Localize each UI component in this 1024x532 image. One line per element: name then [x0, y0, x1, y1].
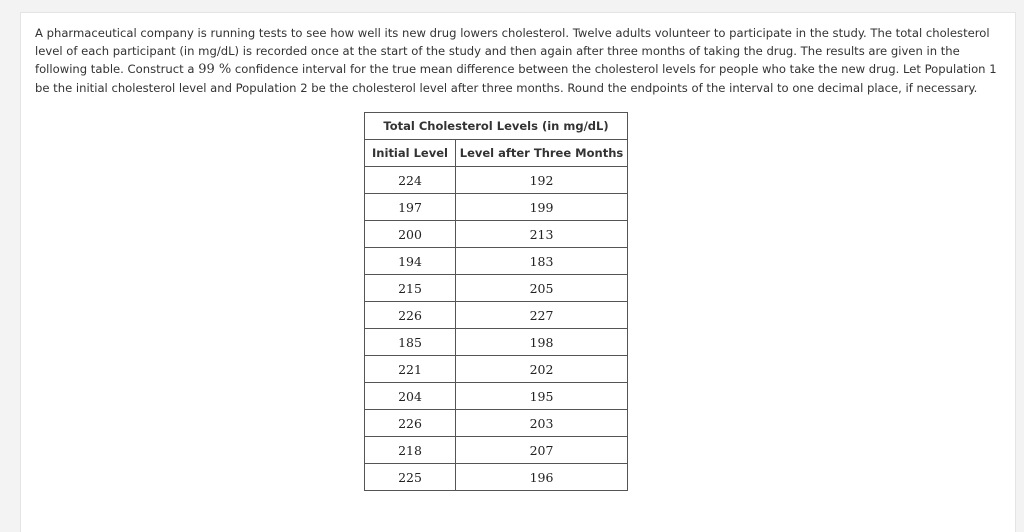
after-value: 183: [456, 248, 628, 275]
table-row: [365, 248, 628, 275]
table-row: [365, 275, 628, 302]
after-value: 199: [456, 194, 628, 221]
header-initial-level: Initial Level: [365, 140, 456, 167]
initial-value: 225: [365, 464, 456, 491]
table-row: [365, 464, 628, 491]
table-row: [365, 356, 628, 383]
initial-value: 194: [365, 248, 456, 275]
table-row: [365, 410, 628, 437]
header-level-after-three-months: Level after Three Months: [456, 140, 628, 167]
after-value: 196: [456, 464, 628, 491]
table-row: [365, 221, 628, 248]
initial-value: 215: [365, 275, 456, 302]
table-row: [365, 437, 628, 464]
initial-value: 204: [365, 383, 456, 410]
after-value: 203: [456, 410, 628, 437]
after-value: 195: [456, 383, 628, 410]
after-value: 192: [456, 167, 628, 194]
initial-value: 226: [365, 302, 456, 329]
confidence-level: 99 %: [198, 62, 232, 77]
initial-value: 226: [365, 410, 456, 437]
table-row: [365, 383, 628, 410]
initial-value: 221: [365, 356, 456, 383]
after-value: 213: [456, 221, 628, 248]
initial-value: 197: [365, 194, 456, 221]
question-text-part1: A pharmaceutical company is running tests to see how well its new drug lowers cholesterol. Twelve adults volunteer to participate in the study. The total cholesterol level of each participant (in mg/dL) is recorded once at the start of the study and then again after three months of taking the drug. The results are given in the following table. Construct a: [35, 26, 990, 76]
initial-value: 185: [365, 329, 456, 356]
after-value: 205: [456, 275, 628, 302]
after-value: 207: [456, 437, 628, 464]
after-value: 227: [456, 302, 628, 329]
table-row: [365, 194, 628, 221]
table-row: [365, 167, 628, 194]
initial-value: 200: [365, 221, 456, 248]
initial-value: 218: [365, 437, 456, 464]
table-row: [365, 302, 628, 329]
after-value: 198: [456, 329, 628, 356]
question-text-part2: confidence interval for the true mean difference between the cholesterol levels for people who take the new drug. Let Population 1 be the initial cholesterol level and Population 2 be the cholesterol level after three months. Round the endpoints of the interval to one decimal place, if necessary.: [35, 62, 997, 95]
question-text: [35, 24, 1010, 97]
initial-value: 224: [365, 167, 456, 194]
cholesterol-table: [364, 112, 628, 491]
after-value: 202: [456, 356, 628, 383]
table-row: [365, 329, 628, 356]
table-title: Total Cholesterol Levels (in mg/dL): [365, 113, 628, 140]
